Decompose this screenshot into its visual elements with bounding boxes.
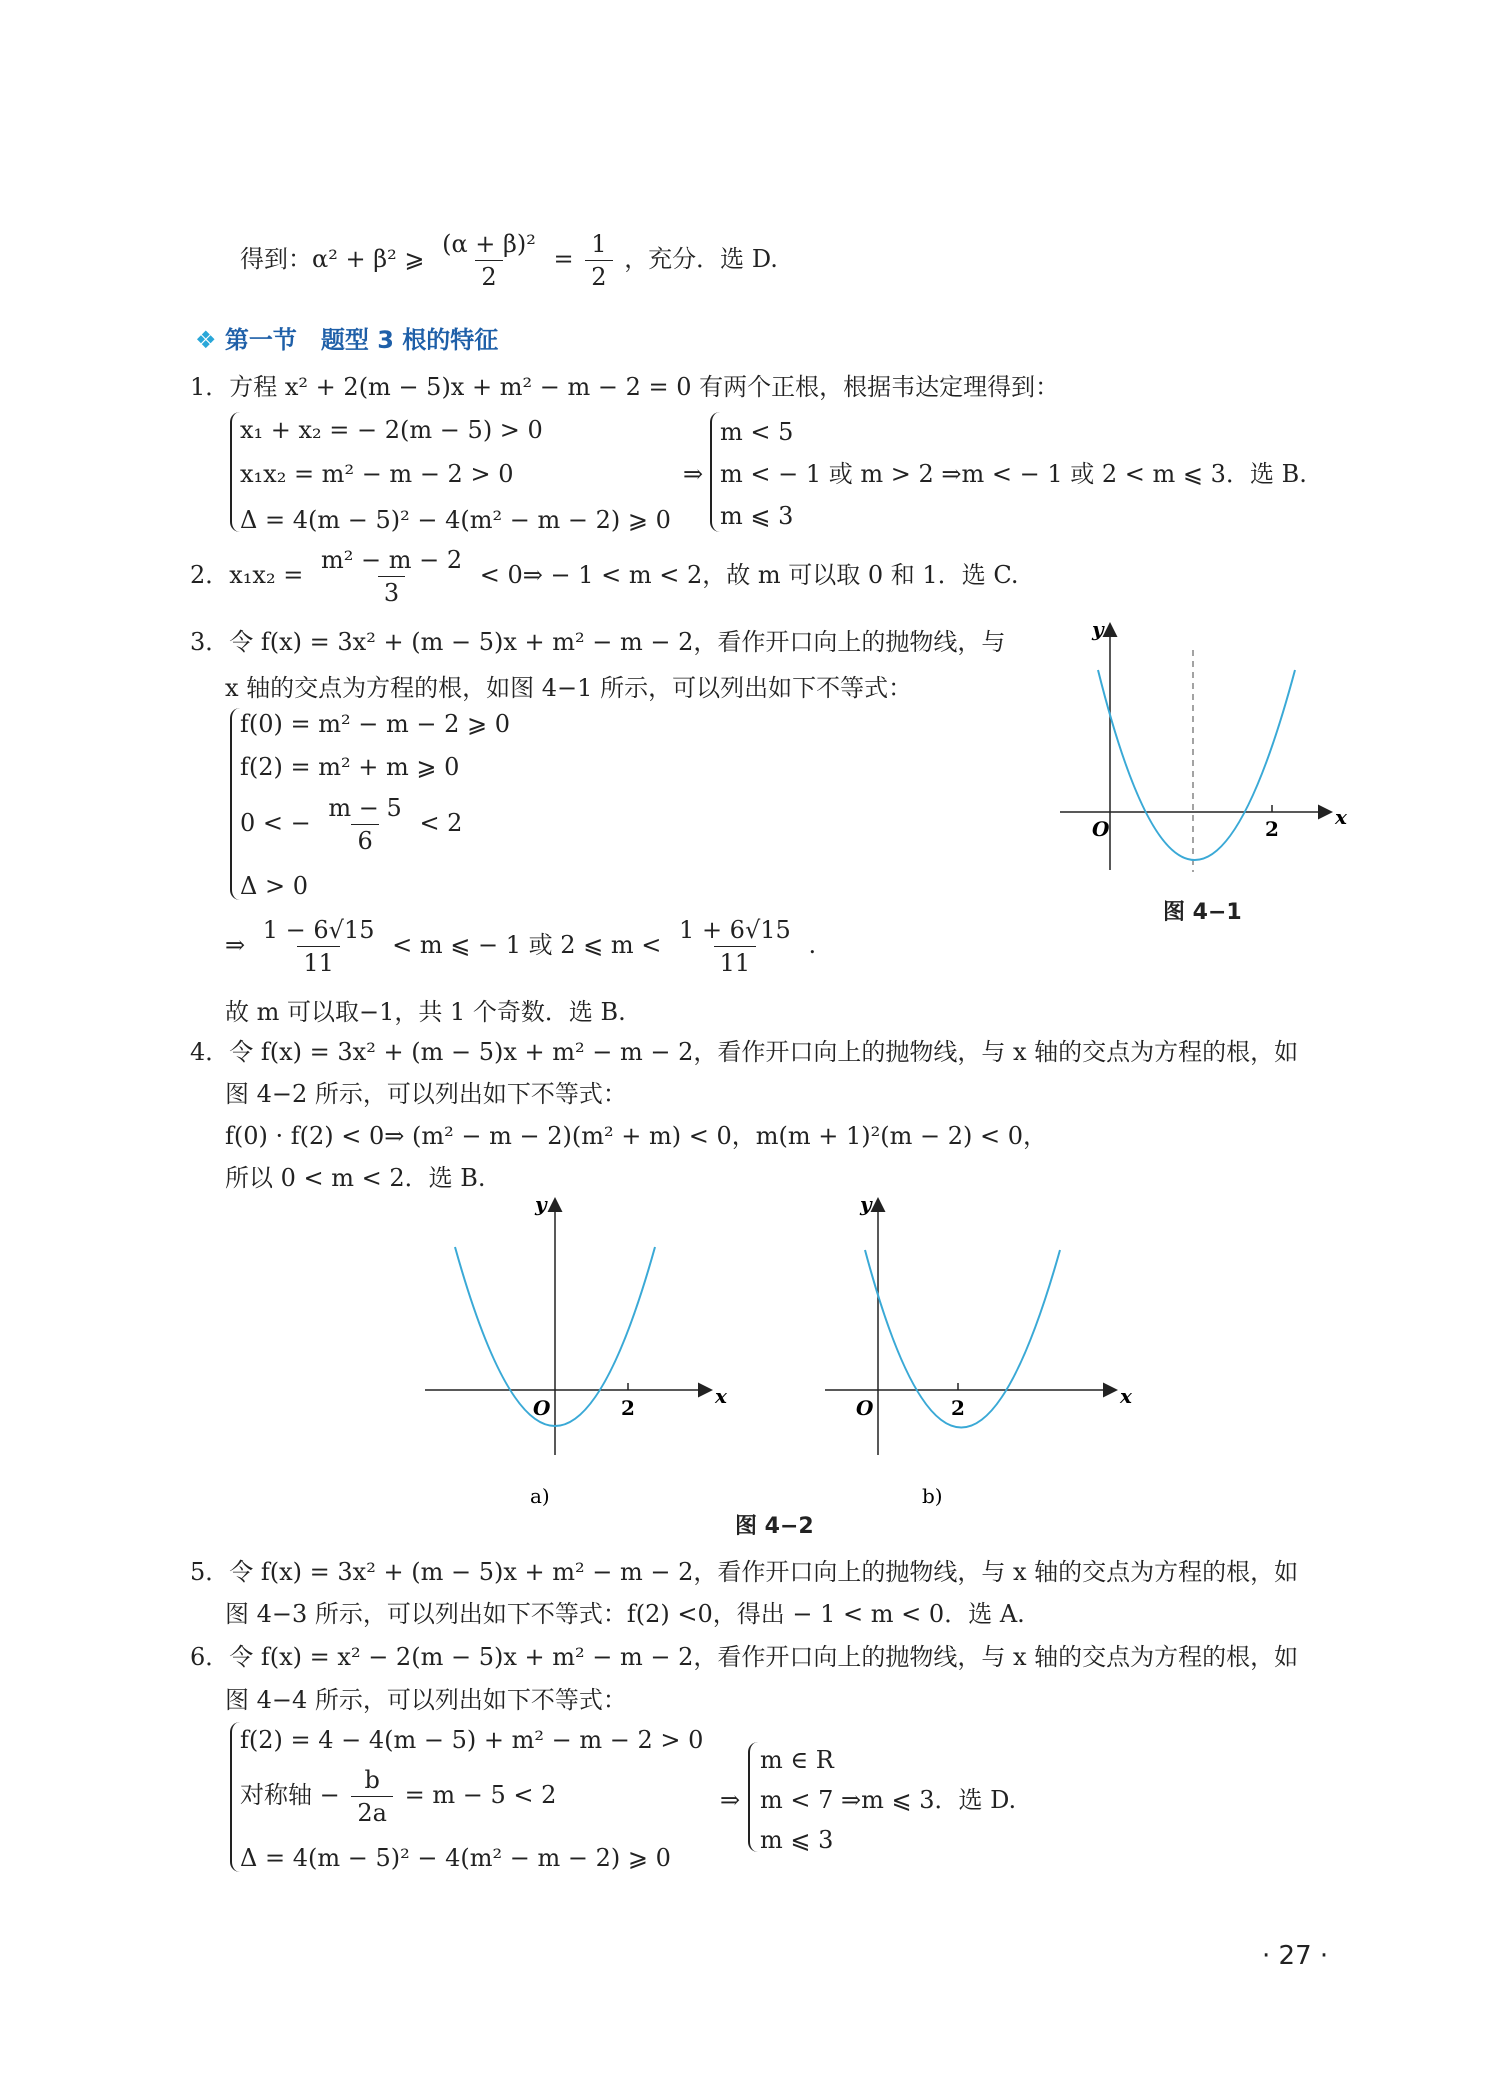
p4-line2: 图 4−2 所示，可以列出如下不等式： bbox=[225, 1080, 627, 1108]
p3-frac: $\frac{m - 5}{6}$ bbox=[328, 794, 402, 855]
p3-sys-3: 0 < − $\frac{m - 5}{6}$ < 2 bbox=[240, 794, 463, 855]
section-header bbox=[195, 328, 498, 352]
p2-frac: $\frac{\text{m² − m − 2}}{3}$ bbox=[320, 546, 463, 607]
p3-line2: x 轴的交点为方程的根，如图 4−1 所示，可以列出如下不等式： bbox=[225, 674, 913, 702]
fig42a-two-label: 2 bbox=[621, 1396, 635, 1420]
p2-line: 2．x₁x₂ = $\frac{\text{m² − m − 2}}{3}$ < 0⇒ − 1 < m < 2，故 m 可以取 0 和 1．选 C. bbox=[190, 546, 1019, 607]
p4-line3: f(0) · f(2) < 0⇒ (m² − m − 2)(m² + m) < 0，m(m + 1)²(m − 2) < 0， bbox=[225, 1122, 1048, 1150]
top-frac-2: $\frac{1}{2}$ bbox=[585, 232, 612, 289]
p1-sys-1: x₁ + x₂ = − 2(m − 5) > 0 bbox=[240, 416, 543, 444]
p1-res-1: m < 5 bbox=[720, 418, 794, 446]
p1-text: 1．方程 x² + 2(m − 5)x + m² − m − 2 = 0 有两个正根，根据韦达定理得到： bbox=[190, 373, 1060, 401]
fig42a-label: a) bbox=[530, 1484, 550, 1508]
diamond-icon: ❖ bbox=[195, 326, 217, 354]
figure-4-2 bbox=[410, 1185, 1130, 1515]
top-result-line: 得到：α² + β² ⩾ $\frac{\text{(α + β)²}}{2}$ = $\frac{1}{2}$ ，充分．选 D. bbox=[240, 230, 778, 291]
p3-res-frac-1: $\frac{1 - 6√15}{11}$ bbox=[262, 916, 375, 977]
p6-res-2: m < 7 ⇒m ⩽ 3．选 D. bbox=[760, 1786, 1017, 1814]
p3-result: ⇒ $\frac{1 - 6√15}{11}$ < m ⩽ − 1 或 2 ⩽ m < $\frac{1 + 6√15}{11}$ . bbox=[225, 916, 817, 977]
p6-res-3: m ⩽ 3 bbox=[760, 1826, 834, 1854]
fig41-y-label: y bbox=[1092, 617, 1104, 641]
p4-line1: 4．令 f(x) = 3x² + (m − 5)x + m² − m − 2，看作开口向上的抛物线，与 x 轴的交点为方程的根，如 bbox=[190, 1038, 1299, 1066]
p6-frac: $\frac{b}{2a}$ bbox=[351, 1768, 393, 1825]
p1-sys-3: Δ = 4(m − 5)² − 4(m² − m − 2) ⩾ 0 bbox=[240, 506, 671, 534]
fig42b-x-label: x bbox=[1120, 1384, 1132, 1408]
fig41-caption: 图 4−1 bbox=[1163, 900, 1242, 925]
p5-line1: 5．令 f(x) = 3x² + (m − 5)x + m² − m − 2，看作开口向上的抛物线，与 x 轴的交点为方程的根，如 bbox=[190, 1558, 1299, 1586]
p6-line2: 图 4−4 所示，可以列出如下不等式： bbox=[225, 1686, 627, 1714]
p5-line2: 图 4−3 所示，可以列出如下不等式：f(2) <0，得出 − 1 < m < 0．选 A. bbox=[225, 1600, 1025, 1628]
fig42a-origin-label: O bbox=[533, 1396, 551, 1420]
top-suffix: ，充分．选 D. bbox=[624, 245, 778, 273]
section-title: 第一节 题型 3 根的特征 bbox=[224, 326, 499, 354]
p6-line1: 6．令 f(x) = x² − 2(m − 5)x + m² − m − 2，看作开口向上的抛物线，与 x 轴的交点为方程的根，如 bbox=[190, 1643, 1299, 1671]
fig42-caption: 图 4−2 bbox=[735, 1514, 814, 1539]
p4-line4: 所以 0 < m < 2．选 B. bbox=[225, 1164, 486, 1192]
p1-res-2: m < − 1 或 m > 2 ⇒m < − 1 或 2 < m ⩽ 3．选 B. bbox=[720, 460, 1307, 488]
fig42b-origin-label: O bbox=[856, 1396, 874, 1420]
p6-arrow: ⇒ bbox=[720, 1786, 741, 1814]
p6-res-brace bbox=[748, 1742, 760, 1852]
p6-sys-3: Δ = 4(m − 5)² − 4(m² − m − 2) ⩾ 0 bbox=[240, 1844, 671, 1872]
page-number: · 27 · bbox=[1262, 1941, 1329, 1971]
p1-res-3: m ⩽ 3 bbox=[720, 502, 794, 530]
fig42a-y-label: y bbox=[535, 1192, 547, 1216]
figure-4-1 bbox=[1050, 610, 1350, 930]
top-prefix: 得到：α² + β² ⩾ bbox=[240, 245, 425, 273]
top-frac-1: $\frac{\text{(α + β)²}}{2}$ bbox=[442, 230, 536, 291]
p6-sys-1: f(2) = 4 − 4(m − 5) + m² − m − 2 > 0 bbox=[240, 1726, 704, 1754]
fig41-x-label: x bbox=[1335, 805, 1347, 829]
fig41-two-label: 2 bbox=[1265, 817, 1279, 841]
p1-arrow: ⇒ bbox=[683, 460, 704, 488]
p6-sys-2: 对称轴 − $\frac{b}{2a}$ = m − 5 < 2 bbox=[240, 1766, 557, 1827]
p6-res-1: m ∈ R bbox=[760, 1746, 834, 1774]
p3-sys-1: f(0) = m² − m − 2 ⩾ 0 bbox=[240, 710, 511, 738]
fig42a-x-label: x bbox=[715, 1384, 727, 1408]
fig42b-two-label: 2 bbox=[951, 1396, 965, 1420]
fig42b-y-label: y bbox=[860, 1192, 872, 1216]
p3-sys-4: Δ > 0 bbox=[240, 872, 308, 900]
p3-line1: 3．令 f(x) = 3x² + (m − 5)x + m² − m − 2，看作开口向上的抛物线，与 bbox=[190, 628, 1006, 656]
p1-sys-2: x₁x₂ = m² − m − 2 > 0 bbox=[240, 460, 514, 488]
fig41-origin-label: O bbox=[1092, 817, 1110, 841]
p3-res-frac-2: $\frac{1 + 6√15}{11}$ bbox=[679, 916, 791, 977]
fig42b-label: b) bbox=[922, 1484, 943, 1508]
p3-sys-2: f(2) = m² + m ⩾ 0 bbox=[240, 753, 460, 781]
p3-conclusion: 故 m 可以取−1，共 1 个奇数．选 B. bbox=[225, 998, 626, 1026]
